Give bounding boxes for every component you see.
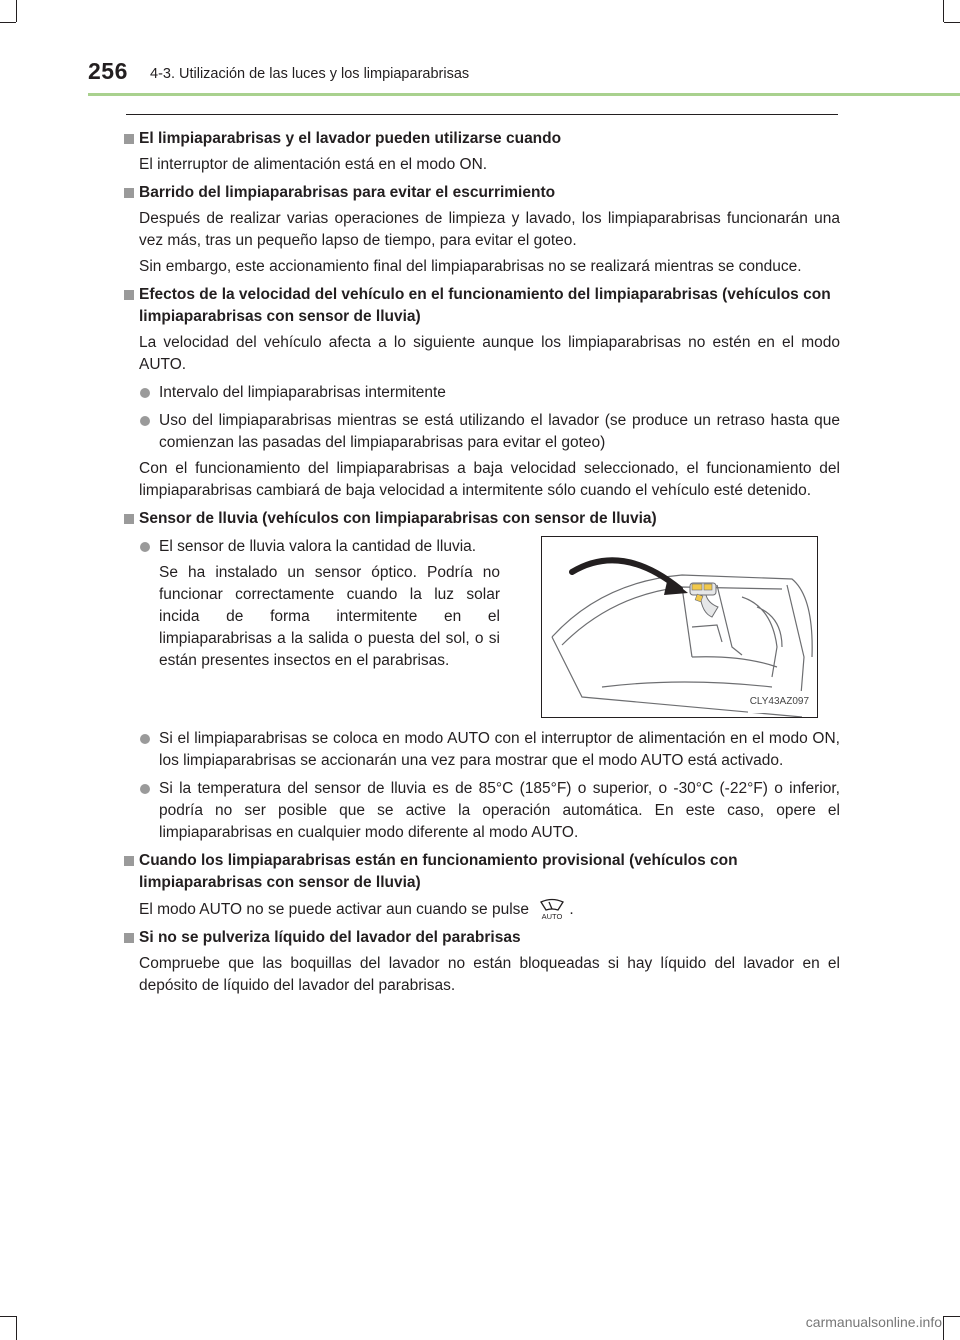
rain-sensor-illustration [541,536,818,718]
paragraph-end: . [569,901,574,918]
bullet-item [122,410,840,454]
paragraph: Sin embargo, este accionamiento final del limpiaparabrisas no se realizará mientras se conduce. [139,258,802,275]
square-marker-icon [124,856,134,866]
rain-sensor-text [122,536,500,672]
watermark: carmanualsonline.info [805,1314,942,1330]
crop-mark [943,1316,944,1340]
paragraph: El interruptor de alimentación está en el modo ON. [139,156,488,173]
icon-label: AUTO [542,912,563,920]
header-rule [88,93,960,96]
paragraph: Después de realizar varias operaciones de limpieza y lavado, los limpiaparabrisas funcionarán una vez más, tras un pequeño lapso de tiempo, para evitar el goteo. [139,210,840,249]
bullet-text: Uso del limpiaparabrisas mientras se está utilizando el lavador (se produce un retraso hasta que comienzan las pasadas del limpiaparabrisas para evitar el goteo) [159,412,840,451]
square-marker-icon [124,514,134,524]
crop-mark [0,22,16,23]
figure-code: CLY43AZ097 [748,691,811,713]
section-heading [122,508,840,530]
heading-text: El limpiaparabrisas y el lavador pueden utilizarse cuando [139,130,562,147]
section-heading [122,284,840,328]
content-rule [126,114,838,115]
section-heading [122,182,840,204]
bullet-item [122,778,840,844]
bullet-item [122,382,840,404]
page-number: 256 [88,58,128,84]
square-marker-icon [124,188,134,198]
bullet-text: Si la temperatura del sensor de lluvia es de 85°C (185°F) o superior, o -30°C (-22°F) o inferior, podría no ser posible que se active la operación automática. En este caso, opere el limpiaparabrisas en cualquier modo diferente al modo AUTO. [159,780,840,841]
bullet-dot-icon [140,388,150,398]
rain-sensor-block [122,536,840,728]
page-content [122,128,840,1001]
paragraph: La velocidad del vehículo afecta a lo siguiente aunque los limpiaparabrisas no estén en el modo AUTO. [139,334,840,373]
paragraph [122,898,840,921]
bullet-text: Intervalo del limpiaparabrisas intermitente [159,384,446,401]
crop-mark [16,1316,17,1340]
crop-mark [0,1316,16,1317]
heading-text: Sensor de lluvia (vehículos con limpiaparabrisas con sensor de lluvia) [139,510,657,527]
section-heading [122,850,840,894]
crop-mark [943,0,944,22]
paragraph-text: El modo AUTO no se puede activar aun cuando se pulse [139,901,530,918]
heading-text: Efectos de la velocidad del vehículo en el funcionamiento del limpiaparabrisas (vehículos con limpiaparabrisas con sensor de lluvia) [139,286,831,325]
windshield-drawing [542,537,817,717]
bullet-dot-icon [140,734,150,744]
bullet-item [122,728,840,772]
paragraph: Con el funcionamiento del limpiaparabrisas a baja velocidad seleccionado, el funcionamiento del limpiaparabrisas cambiará de baja velocidad a intermitente sólo cuando el vehículo esté detenido. [139,460,840,499]
heading-text: Barrido del limpiaparabrisas para evitar el escurrimiento [139,184,556,201]
paragraph: Se ha instalado un sensor óptico. Podría no funcionar correctamente cuando la luz solar incida de forma intermitente en el limpiaparabrisas a la salida o puesta del sol, o si están presentes insectos en el parabrisas. [159,564,500,669]
paragraph: Compruebe que las boquillas del lavador no están bloqueadas si hay líquido del lavador en el depósito de líquido del lavador del parabrisas. [139,955,840,994]
section-heading [122,128,840,150]
crop-mark [944,1316,960,1317]
bullet-text: Si el limpiaparabrisas se coloca en modo AUTO con el interruptor de alimentación en el modo ON, los limpiaparabrisas se accionarán una vez para mostrar que el modo AUTO está activado. [159,730,840,769]
square-marker-icon [124,933,134,943]
square-marker-icon [124,134,134,144]
bullet-dot-icon [140,542,150,552]
crop-mark [16,0,17,22]
heading-text: Cuando los limpiaparabrisas están en funcionamiento provisional (vehículos con limpiaparabrisas con sensor de lluvia) [139,852,738,891]
crop-mark [944,22,960,23]
bullet-dot-icon [140,416,150,426]
square-marker-icon [124,290,134,300]
section-heading [122,927,840,949]
bullet-item [122,536,500,558]
section-title: 4-3. Utilización de las luces y los limpiaparabrisas [150,66,470,82]
bullet-dot-icon [140,784,150,794]
wiper-auto-icon [535,898,569,920]
heading-text: Si no se pulveriza líquido del lavador del parabrisas [139,929,521,946]
bullet-text: El sensor de lluvia valora la cantidad de lluvia. [159,538,477,555]
